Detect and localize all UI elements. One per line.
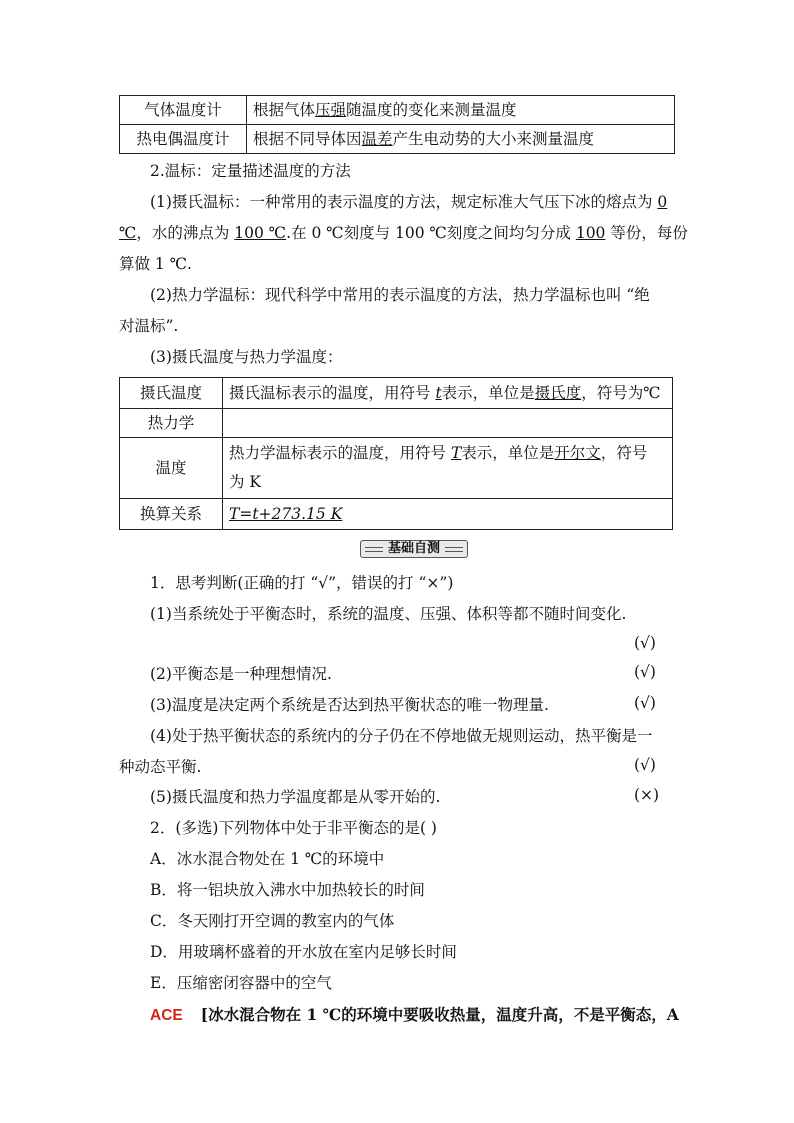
option-e: E．压缩密闭容器中的空气	[150, 974, 332, 992]
text: .在 0 ℃刻度与 100 ℃刻度之间均匀分成	[286, 224, 576, 242]
section-banner: 基础自测	[360, 540, 468, 558]
table-cell	[223, 499, 673, 530]
judgment-item: (5)摄氏温度和热力学温度都是从零开始的.	[150, 788, 441, 806]
paragraph-line: (3)摄氏温度与热力学温度：	[150, 348, 343, 366]
text: ，符号为℃	[581, 384, 661, 402]
text: 随温度的变化来测量温度	[346, 101, 517, 119]
judgment-mark: (√)	[634, 756, 656, 774]
paragraph-line: 对温标”.	[119, 317, 179, 335]
option-c: C．冬天刚打开空调的教室内的气体	[150, 912, 395, 930]
text: 为 K	[229, 473, 262, 491]
thermometer-table	[119, 95, 675, 154]
table-cell	[223, 378, 673, 409]
judgment-mark: (×)	[634, 786, 660, 804]
text: (1)摄氏温标：一种常用的表示温度的方法，规定标准大气压下冰的熔点为	[150, 193, 658, 211]
table-cell: 热电偶温度计	[120, 125, 247, 154]
question-title: 1．思考判断(正确的打 “√”，错误的打 “×”)	[150, 574, 454, 592]
underlined-term: 开尔文	[554, 444, 601, 462]
option-a: A．冰水混合物处在 1 ℃的环境中	[150, 850, 385, 868]
text: 根据气体	[253, 101, 316, 119]
judgment-item: (2)平衡态是一种理想情况.	[150, 665, 332, 683]
judgment-item: (3)温度是决定两个系统是否达到热平衡状态的唯一物理量.	[150, 696, 549, 714]
table-row	[120, 378, 673, 409]
table-cell: 换算关系	[120, 499, 223, 530]
symbol: t	[435, 384, 442, 402]
underlined-term: 温差	[361, 130, 393, 148]
table-row	[120, 125, 675, 154]
table-cell: 热力学	[120, 409, 223, 438]
underlined-term: 100 ℃	[234, 224, 287, 242]
section-title: 2.温标：定量描述温度的方法	[150, 162, 351, 180]
judgment-item-cont: 种动态平衡.	[119, 758, 202, 776]
table-row	[120, 409, 673, 438]
table-cell	[247, 96, 675, 125]
table-row	[120, 96, 675, 125]
underlined-term: 压强	[315, 101, 347, 119]
table-cell	[223, 438, 673, 499]
table-cell	[223, 409, 673, 438]
answer-line	[150, 1004, 710, 1027]
text: 摄氏温标表示的温度，用符号	[229, 384, 436, 402]
judgment-mark: (√)	[634, 663, 656, 681]
text: ，符号	[600, 444, 648, 462]
table-row	[120, 499, 673, 530]
judgment-item: (4)处于热平衡状态的系统内的分子仍在不停地做无规则运动，热平衡是一	[150, 727, 653, 745]
formula: T=t+273.15 K	[229, 505, 343, 523]
table-cell: 温度	[120, 438, 223, 499]
table-row	[120, 438, 673, 499]
table-cell: 摄氏温度	[120, 378, 223, 409]
judgment-item: (1)当系统处于平衡态时，系统的温度、压强、体积等都不随时间变化.	[150, 605, 627, 623]
question-title: 2．(多选)下列物体中处于非平衡态的是( )	[150, 819, 437, 837]
judgment-mark: (√)	[634, 634, 656, 652]
table-cell	[247, 125, 675, 154]
paragraph-line	[119, 222, 688, 244]
symbol: T	[450, 444, 462, 462]
underlined-term: 100	[575, 224, 606, 242]
text: 表示，单位是	[461, 444, 555, 462]
table-cell: 气体温度计	[120, 96, 247, 125]
judgment-mark: (√)	[634, 694, 656, 712]
option-b: B．将一铝块放入沸水中加热较长的时间	[150, 881, 425, 899]
underlined-term: 摄氏度	[534, 384, 582, 402]
paragraph-line: (2)热力学温标：现代科学中常用的表示温度的方法，热力学温标也叫 “绝	[150, 286, 650, 304]
text: 产生电动势的大小来测量温度	[392, 130, 595, 148]
answer-label: ACE	[150, 1007, 183, 1024]
text: ，水的沸点为	[136, 224, 235, 242]
text: 热力学温标表示的温度，用符号	[229, 444, 451, 462]
option-d: D．用玻璃杯盛着的开水放在室内足够长时间	[150, 943, 457, 961]
temperature-scale-table	[119, 377, 673, 530]
answer-explanation: [冰水混合物在 1 ℃的环境中要吸收热量，温度升高，不是平衡态，A	[200, 1005, 679, 1024]
text: 根据不同导体因	[253, 130, 362, 148]
paragraph-line: 算做 1 ℃.	[119, 255, 192, 273]
underlined-term: ℃	[119, 224, 137, 242]
underlined-term: 0	[657, 193, 668, 211]
paragraph-line	[150, 191, 710, 213]
text: 等份，每份	[605, 224, 688, 242]
text: 表示，单位是	[441, 384, 535, 402]
